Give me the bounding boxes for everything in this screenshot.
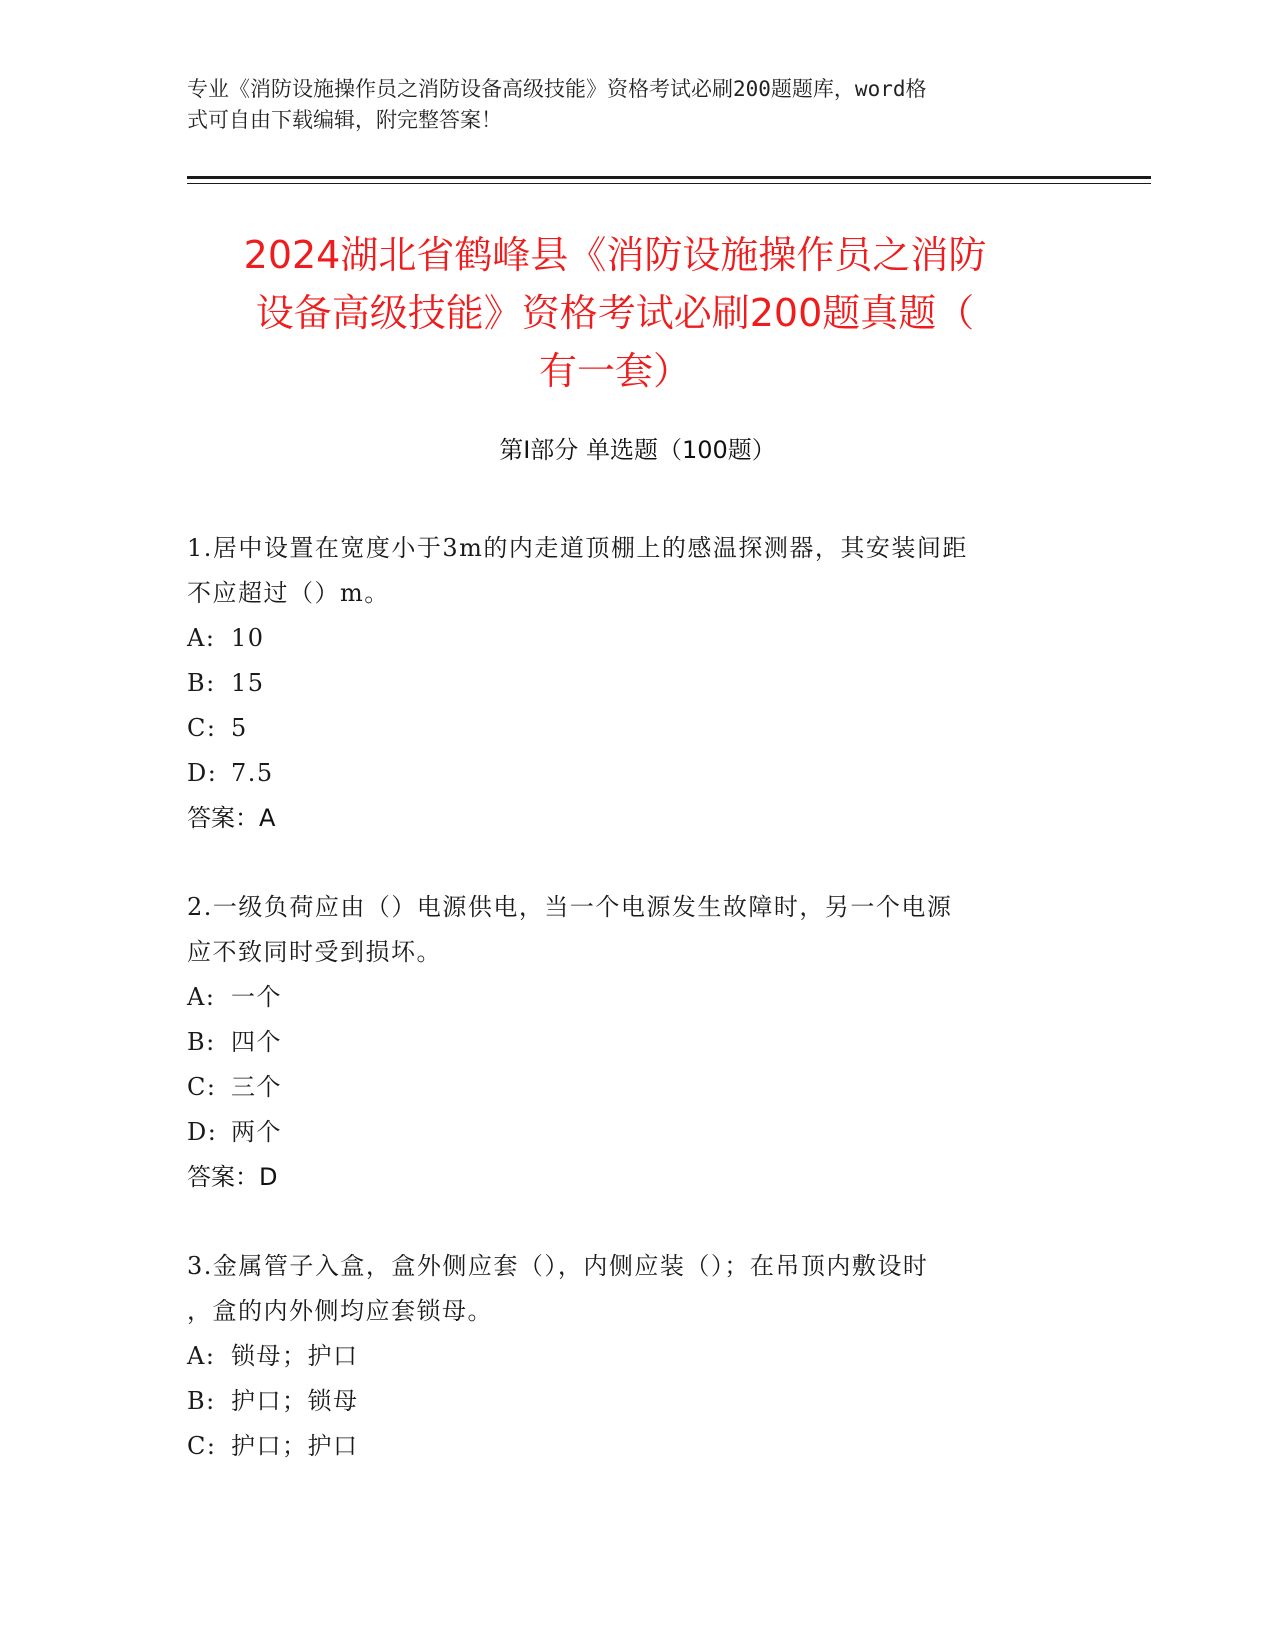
option-text: 四个 — [231, 1028, 282, 1056]
question-stem: ，盒的内外侧均应套锁母。 — [187, 1297, 493, 1325]
option-text: 护口；护口 — [231, 1432, 359, 1460]
header-note-line: 专业《消防设施操作员之消防设备高级技能》资格考试必刷200题题库，word格 — [187, 77, 927, 101]
question-item — [187, 885, 1077, 1200]
title-line: 2024湖北省鹤峰县《消防设施操作员之消防 — [243, 233, 987, 277]
option-text: 三个 — [231, 1073, 282, 1101]
option-letter: B: — [187, 1028, 216, 1056]
question-item — [187, 526, 1077, 841]
option-c — [187, 1424, 1077, 1469]
question-stem: 3.金属管子入盒，盒外侧应套（），内侧应装（）；在吊顶内敷设时 — [187, 1252, 929, 1280]
option-letter: C: — [187, 1073, 217, 1101]
title-line: 有一套） — [538, 349, 691, 393]
header-rule-thick — [187, 176, 1151, 179]
option-a — [187, 616, 1077, 661]
option-d — [187, 751, 1077, 796]
option-text: 15 — [231, 669, 265, 697]
question-stem: 2.一级负荷应由（）电源供电，当一个电源发生故障时，另一个电源 — [187, 893, 953, 921]
answer-line: 答案：A — [187, 804, 276, 832]
option-letter: A: — [187, 624, 216, 652]
option-d — [187, 1110, 1077, 1155]
question-stem: 应不致同时受到损坏。 — [187, 938, 442, 966]
option-letter: C: — [187, 1432, 217, 1460]
question-item — [187, 1244, 1077, 1469]
option-text: 10 — [231, 624, 265, 652]
option-text: 两个 — [231, 1118, 282, 1146]
option-letter: D: — [187, 759, 218, 787]
option-letter: B: — [187, 669, 216, 697]
option-text: 7.5 — [231, 759, 274, 787]
option-letter: C: — [187, 714, 217, 742]
answer-line: 答案：D — [187, 1163, 278, 1191]
title-line: 设备高级技能》资格考试必刷200题真题（ — [255, 291, 975, 335]
option-a — [187, 1334, 1077, 1379]
option-text: 5 — [231, 714, 248, 742]
option-b — [187, 1379, 1077, 1424]
question-stem: 1.居中设置在宽度小于3m的内走道顶棚上的感温探测器，其安装间距 — [187, 534, 968, 562]
option-b — [187, 661, 1077, 706]
option-b — [187, 1020, 1077, 1065]
header-note-line: 式可自由下载编辑，附完整答案！ — [187, 108, 502, 132]
option-letter: A: — [187, 1342, 216, 1370]
header-note — [187, 74, 1067, 136]
option-text: 护口；锁母 — [231, 1387, 359, 1415]
option-c — [187, 1065, 1077, 1110]
option-c — [187, 706, 1077, 751]
section-heading: 第Ⅰ部分 单选题（100题） — [499, 436, 776, 464]
option-letter: D: — [187, 1118, 218, 1146]
option-text: 锁母；护口 — [231, 1342, 359, 1370]
question-list — [187, 526, 1077, 1513]
header-rule-thin — [187, 183, 1151, 184]
option-letter: A: — [187, 983, 216, 1011]
option-letter: B: — [187, 1387, 216, 1415]
question-stem: 不应超过（）m。 — [187, 579, 390, 607]
document-title — [150, 226, 1080, 400]
option-a — [187, 975, 1077, 1020]
option-text: 一个 — [231, 983, 282, 1011]
